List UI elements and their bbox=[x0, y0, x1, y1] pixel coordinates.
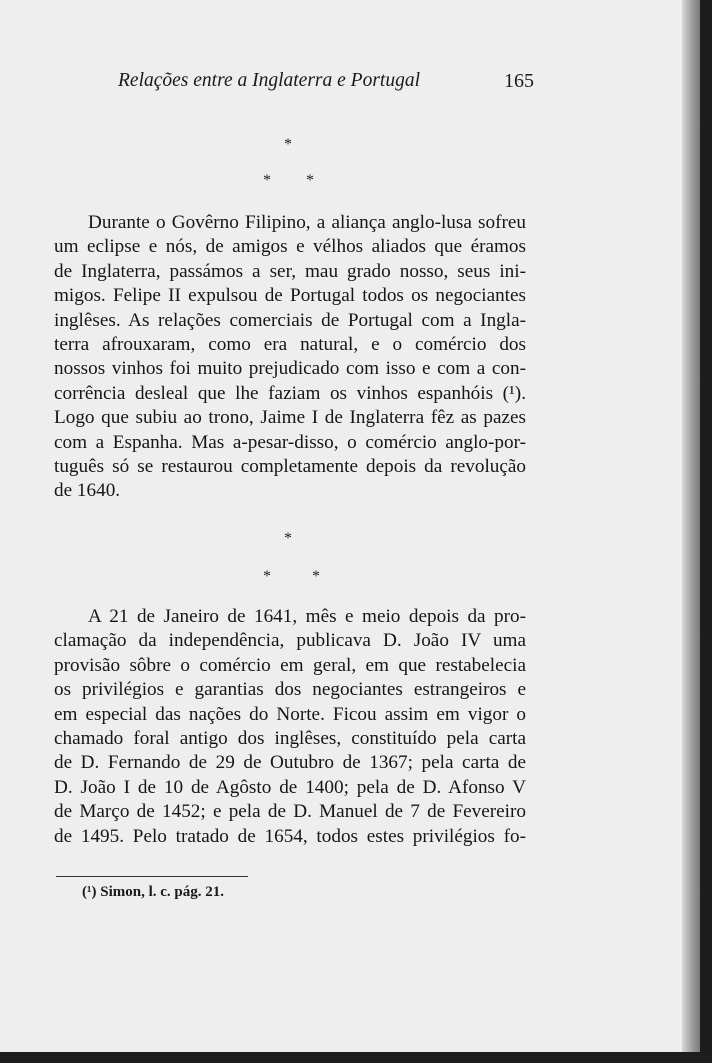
paragraph-line: Durante o Govêrno Filipino, a aliança anglo-lusa sofreu bbox=[88, 212, 526, 233]
page-header bbox=[118, 70, 538, 100]
paragraph-line: tuguês só se restaurou completamente depois da revolução bbox=[54, 456, 526, 478]
asterism-star: * bbox=[312, 568, 320, 585]
paragraph-line: Logo que subiu ao trono, Jaime I de Inglaterra fêz as pazes bbox=[54, 407, 526, 429]
paragraph-line: de 1495. Pelo tratado de 1654, todos estes privilégios fo- bbox=[54, 825, 526, 847]
page-number: 165 bbox=[504, 70, 534, 92]
page-edge-shadow bbox=[682, 0, 700, 1052]
paragraph-2 bbox=[54, 605, 526, 849]
asterism-star: * bbox=[263, 568, 271, 585]
paragraph-line: inglêses. As relações comerciais de Portugal com a Ingla- bbox=[54, 309, 526, 331]
paragraph-line: nossos vinhos foi muito prejudicado com isso e com a con- bbox=[54, 358, 526, 380]
footnote-rule bbox=[56, 876, 248, 877]
paragraph-line: corrência desleal que lhe faziam os vinhos espanhóis (¹). bbox=[54, 382, 526, 404]
asterism-star: * bbox=[263, 172, 271, 189]
asterism-2 bbox=[228, 530, 348, 585]
paragraph-line: A 21 de Janeiro de 1641, mês e meio depois da pro- bbox=[88, 606, 526, 627]
paragraph-line: os privilégios e garantias dos negociantes estrangeiros e bbox=[54, 679, 526, 701]
paragraph-line: de D. Fernando de 29 de Outubro de 1367; pela carta de bbox=[54, 752, 526, 774]
footnote: (¹) Simon, l. c. pág. 21. bbox=[82, 884, 225, 900]
paragraph-line: clamação da independência, publicava D. João IV uma bbox=[54, 630, 526, 652]
paragraph-1 bbox=[54, 211, 526, 504]
paragraph-line: em especial das nações do Norte. Ficou assim em vigor o bbox=[54, 703, 526, 725]
paragraph-line: de 1640. bbox=[54, 480, 121, 502]
paragraph-line: terra afrouxaram, como era natural, e o comércio dos bbox=[54, 334, 526, 356]
asterism-star: * bbox=[284, 136, 292, 153]
paragraph-line: com a Espanha. Mas a-pesar-disso, o comércio anglo-por- bbox=[54, 431, 526, 453]
paragraph-line: de Inglaterra, passámos a ser, mau grado nosso, seus ini- bbox=[54, 260, 526, 282]
paragraph-line: D. João I de 10 de Agôsto de 1400; pela de D. Afonso V bbox=[54, 776, 526, 798]
asterism-star: * bbox=[306, 172, 314, 189]
paragraph-line: chamado foral antigo dos inglêses, constituído pela carta bbox=[54, 728, 526, 750]
running-title: Relações entre a Inglaterra e Portugal bbox=[118, 70, 421, 91]
paragraph-line: de Março de 1452; e pela de D. Manuel de 7 de Fevereiro bbox=[54, 801, 526, 823]
asterism-1 bbox=[228, 136, 348, 189]
paragraph-line: migos. Felipe II expulsou de Portugal todos os negociantes bbox=[54, 285, 526, 307]
asterism-star: * bbox=[284, 530, 292, 547]
paragraph-line: provisão sôbre o comércio em geral, em que restabelecia bbox=[54, 654, 526, 676]
paragraph-line: um eclipse e nós, de amigos e vélhos aliados que éramos bbox=[54, 236, 526, 258]
